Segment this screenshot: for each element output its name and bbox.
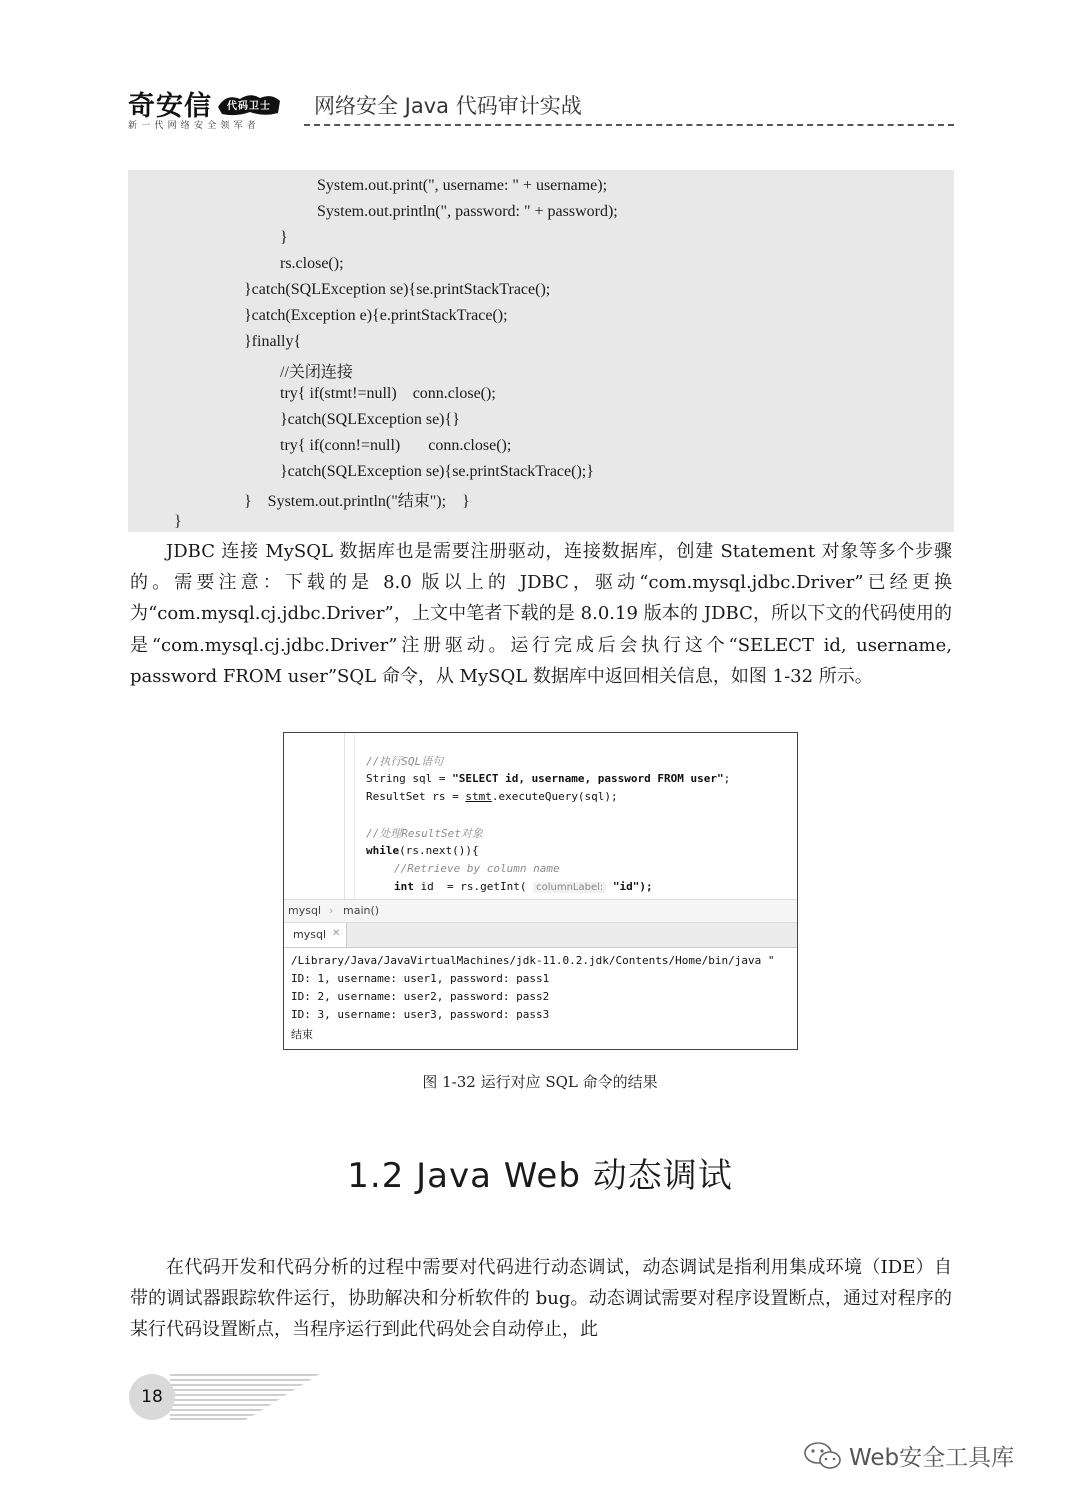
header-divider: [304, 124, 954, 126]
ide-screenshot-figure: [283, 732, 798, 1050]
editor-breadcrumb: [284, 899, 797, 923]
body-paragraph: 在代码开发和代码分析的过程中需要对代码进行动态调试，动态调试是指利用集成环境（IDE）自带的调试器跟踪软件运行，协助解决和分析软件的 bug。动态调试需要对程序设置断点，通过对程序的某行代码设置断点，当程序运行到此代码处会自动停止，此: [130, 1257, 952, 1341]
watermark: [803, 1439, 1014, 1472]
wechat-icon: [803, 1440, 843, 1472]
watermark-text: Web安全工具库: [849, 1445, 1015, 1471]
parameter-hint: columnLabel:: [533, 882, 606, 893]
editor-line: int id = rs.getInt( columnLabel: "id");: [394, 880, 653, 893]
code-line: }catch(SQLException se){se.printStackTrace();: [244, 281, 551, 298]
breadcrumb-item-class[interactable]: mysql: [288, 904, 321, 917]
run-tool-window-tabs: [284, 923, 797, 948]
figure-caption: 图 1-32 运行对应 SQL 命令的结果: [422, 1073, 658, 1091]
breadcrumb-item-method[interactable]: main(): [343, 904, 380, 917]
editor-comment: //Retrieve by column name: [394, 862, 560, 875]
indent-guide: [354, 733, 355, 899]
chevron-right-icon: ›: [329, 904, 334, 917]
code-line: rs.close();: [280, 255, 344, 272]
code-closing-brace: }: [174, 513, 182, 530]
logo-badge: [216, 91, 282, 117]
editor-line: ResultSet rs = stmt.executeQuery(sql);: [366, 790, 618, 803]
code-line: }finally{: [244, 333, 302, 350]
console-line: 结束: [291, 1028, 313, 1041]
code-line: }catch(SQLException se){}: [280, 411, 460, 428]
code-line: } System.out.println("结束"); }: [244, 493, 470, 510]
code-line: }: [280, 229, 288, 246]
code-line: System.out.println(", password: " + password);: [317, 203, 618, 220]
run-console-output: [284, 948, 797, 1049]
code-editor: [284, 733, 797, 899]
code-line: }catch(SQLException se){se.printStackTrace();}: [280, 463, 594, 480]
code-comment: //关闭连接: [280, 364, 353, 381]
code-block: [128, 170, 954, 532]
code-line: try{ if(conn!=null) conn.close();: [280, 437, 512, 454]
editor-gutter-line: [344, 733, 345, 899]
code-line: }catch(Exception e){e.printStackTrace();: [244, 307, 508, 324]
editor-line: while(rs.next()){: [366, 844, 479, 857]
logo-text: 奇安信: [128, 91, 212, 122]
close-icon[interactable]: ✕: [332, 928, 341, 939]
logo-tagline: 新一代网络安全领军者: [128, 121, 261, 131]
console-line: ID: 1, username: user1, password: pass1: [291, 972, 550, 985]
run-tab-label: mysql: [293, 928, 326, 941]
logo-badge-icon: [216, 91, 282, 117]
book-title: 网络安全 Java 代码审计实战: [314, 94, 582, 118]
svg-text:代码卫士: 代码卫士: [227, 100, 271, 112]
editor-comment: //执行SQL语句: [366, 755, 444, 768]
console-line: ID: 3, username: user3, password: pass3: [291, 1008, 550, 1021]
code-line: try{ if(stmt!=null) conn.close();: [280, 385, 496, 402]
editor-comment: //处理ResultSet对象: [366, 827, 483, 840]
code-line: System.out.print(", username: " + username);: [317, 177, 608, 194]
console-line: ID: 2, username: user2, password: pass2: [291, 990, 550, 1003]
page-number: 18: [129, 1374, 175, 1420]
page-number-stripes: [170, 1374, 320, 1420]
editor-line: String sql = "SELECT id, username, password FROM user";: [366, 772, 731, 785]
console-line: /Library/Java/JavaVirtualMachines/jdk-11.0.2.jdk/Contents/Home/bin/java ": [291, 954, 775, 967]
run-tab-mysql[interactable]: [284, 923, 347, 947]
section-heading: 1.2 Java Web 动态调试: [347, 1156, 733, 1196]
body-paragraph: JDBC 连接 MySQL 数据库也是需要注册驱动，连接数据库，创建 Statement 对象等多个步骤的。需要注意：下载的是 8.0 版以上的 JDBC，驱动“com.mysql.jdbc.Driver”已经更换为“com.mysql.cj.jdbc.Driver”，上文中笔者下载的是 8.0.19 版本的 JDBC，所以下文的代码使用的是“com.mysql.cj.jdbc.Driver”注册驱动。运行完成后会执行这个“SELECT id, username, password FROM user”SQL 命令，从 MySQL 数据库中返回相关信息，如图 1-32 所示。: [130, 541, 952, 687]
page-header: [128, 78, 954, 134]
